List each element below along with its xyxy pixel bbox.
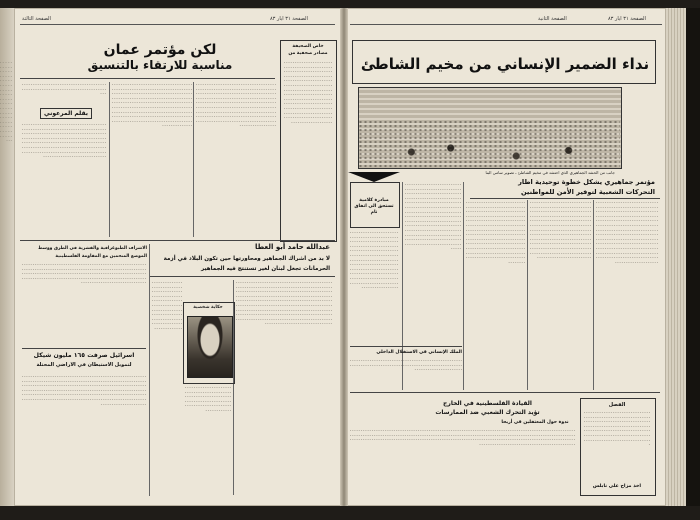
crowd-photo-texture xyxy=(358,120,620,167)
right-col-rule-2 xyxy=(527,200,528,390)
left-story-kicker-1: لا بد من اشراك الجماهير ومحاورتها حين تكون البلاد في أزمة xyxy=(163,256,330,262)
mid-kicker: الملك الإنساني في الاستقلال الداخلي xyxy=(376,350,462,355)
portrait-label: حكاية شخصية xyxy=(193,305,223,310)
left-lower-text-2: ـ ـ ـ ـ ـ ـ ـ ـ ـ ـ ـ ـ ـ ـ ـ ـ ـ ـ ـ ـ ـ ـ ـ ـ ـ ـ ـ ـ ـ ـ ـ ـ ـ ـ ـ ـ ـ ـ ـ ـ ـ ـ ـ ـ ـ ـ ـ ـ ـ ـ ـ ـ ـ ـ ـ ـ ـ ـ ـ ـ ـ ـ ـ ـ ـ ـ ـ ـ ـ ـ ـ ـ ـ ـ ـ ـ ـ ـ ـ ـ ـ ـ ـ ـ ـ ـ ـ ـ ـ ـ ـ ـ ـ ـ ـ ـ ـ ـ ـ ـ ـ ـ ـ ـ ـ ـ ـ ـ ـ ـ ـ ـ ـ ـ ـ ـ ـ ـ ـ ـ ـ ـ ـ ـ ـ ـ ـ ـ ـ ـ ـ ـ ـ ـ ـ ـ ـ ـ ـ ـ ـ ـ ـ ـ ـ ـ ـ ـ ـ ـ ـ ـ ـ xyxy=(152,280,182,330)
left-bottom-rule xyxy=(22,348,146,349)
right-page-folio-number: الصفحة الثانية xyxy=(538,16,567,22)
left-lower-text-3: ـ ـ ـ ـ ـ ـ ـ ـ ـ ـ ـ ـ ـ ـ ـ ـ ـ ـ ـ ـ ـ ـ ـ ـ ـ ـ ـ ـ ـ ـ ـ ـ ـ ـ ـ ـ ـ ـ ـ ـ ـ ـ ـ ـ ـ ـ ـ ـ ـ ـ ـ ـ ـ ـ ـ ـ ـ ـ ـ ـ ـ ـ ـ ـ ـ ـ ـ ـ ـ ـ ـ ـ ـ ـ ـ ـ ـ ـ ـ ـ ـ ـ ـ ـ ـ ـ ـ ـ ـ ـ ـ ـ ـ ـ ـ ـ ـ ـ ـ ـ ـ ـ ـ ـ ـ ـ ـ ـ ـ ـ ـ ـ ـ ـ ـ ـ ـ xyxy=(185,385,231,412)
left-col-kicker-1: الاشراف الطبوغرافية والقشرية في الطرق ووسط xyxy=(37,246,147,251)
left-bottom-kicker-2: لتمويل الاستيطان في الاراضي المحتلة xyxy=(36,362,132,368)
right-story-kicker-2: التحركات الشعبية لتوفير الأمن للمواطنين xyxy=(520,188,655,196)
left-col-text-1: ـ ـ ـ ـ ـ ـ ـ ـ ـ ـ ـ ـ ـ ـ ـ ـ ـ ـ ـ ـ ـ ـ ـ ـ ـ ـ ـ ـ ـ ـ ـ ـ ـ ـ ـ ـ ـ ـ ـ ـ ـ ـ ـ ـ ـ ـ ـ ـ ـ ـ ـ ـ ـ ـ ـ ـ ـ ـ ـ ـ ـ ـ ـ ـ ـ ـ ـ ـ ـ ـ ـ ـ ـ ـ ـ ـ ـ ـ ـ ـ ـ ـ ـ ـ ـ ـ ـ ـ ـ ـ ـ ـ ـ ـ ـ ـ ـ ـ ـ ـ ـ ـ ـ ـ ـ ـ ـ ـ ـ ـ ـ ـ ـ ـ ـ ـ ـ ـ ـ ـ ـ ـ ـ ـ ـ ـ ـ ـ ـ ـ ـ ـ ـ ـ ـ ـ ـ ـ ـ ـ ـ ـ ـ ـ ـ ـ ـ ـ ـ ـ ـ ـ ـ ـ ـ ـ ـ ـ ـ ـ ـ ـ ـ ـ ـ ـ ـ ـ ـ ـ ـ ـ ـ ـ ـ ـ ـ ـ ـ ـ ـ ـ ـ ـ ـ ـ ـ ـ ـ ـ ـ ـ ـ ـ ـ ـ ـ ـ ـ ـ ـ ـ ـ ـ ـ ـ ـ ـ ـ ـ ـ ـ ـ ـ ـ ـ ـ ـ ـ ـ ـ ـ ـ ـ ـ ـ ـ ـ ـ ـ ـ ـ ـ ـ ـ ـ ـ ـ ـ ـ ـ ـ ـ ـ ـ ـ ـ ـ ـ ـ ـ ـ ـ ـ ـ ـ ـ ـ ـ ـ ـ ـ ـ ـ ـ ـ ـ ـ ـ ـ ـ ـ ـ ـ ـ ـ ـ ـ ـ ـ ـ ـ ـ ـ ـ ـ ـ ـ ـ ـ ـ ـ ـ ـ ـ ـ ـ ـ ـ ـ ـ ـ ـ ـ ـ ـ ـ ـ ـ ـ ـ ـ ـ ـ ـ ـ ـ ـ ـ ـ ـ ـ ـ ـ ـ ـ ـ ـ ـ ـ ـ ـ ـ ـ ـ ـ ـ ـ ـ ـ ـ xyxy=(196,82,276,128)
scan-dark-edge xyxy=(686,8,700,506)
right-sidebar-tag: الفصل xyxy=(608,402,626,408)
left-headline-line2: مناسبة للارتقاء بالتنسيق xyxy=(87,58,233,72)
left-col-rule-2 xyxy=(109,82,110,237)
left-bottom-kicker-1: اسرائيل صرفت ١٦٥ مليون شيكل xyxy=(33,352,135,359)
adjacent-page-strip: ـ ـ ـ ـ ـ ـ ـ ـ ـ ـ ـ ـ ـ ـ ـ ـ ـ ـ ـ ـ ـ ـ ـ ـ ـ ـ ـ ـ ـ ـ ـ ـ ـ ـ ـ ـ ـ ـ ـ ـ ـ ـ ـ ـ ـ ـ ـ ـ ـ ـ ـ ـ ـ ـ ـ ـ ـ ـ ـ ـ ـ ـ ـ ـ ـ ـ ـ ـ ـ ـ ـ ـ ـ ـ ـ ـ ـ ـ ـ ـ ـ ـ ـ ـ ـ ـ ـ ـ xyxy=(0,60,12,143)
arrow-callout-text: مبادرة كلامية تستحق الى اتفاق تام xyxy=(354,198,394,215)
left-byline: بقلم المرعوني xyxy=(40,108,92,119)
left-sidebar-text: ـ ـ ـ ـ ـ ـ ـ ـ ـ ـ ـ ـ ـ ـ ـ ـ ـ ـ ـ ـ ـ ـ ـ ـ ـ ـ ـ ـ ـ ـ ـ ـ ـ ـ ـ ـ ـ ـ ـ ـ ـ ـ ـ ـ ـ ـ ـ ـ ـ ـ ـ ـ ـ ـ ـ ـ ـ ـ ـ ـ ـ ـ ـ ـ ـ ـ ـ ـ ـ ـ ـ ـ ـ ـ ـ ـ ـ ـ ـ ـ ـ ـ ـ ـ ـ ـ ـ ـ ـ ـ ـ ـ ـ ـ ـ ـ ـ ـ ـ ـ ـ ـ ـ ـ ـ ـ ـ ـ ـ ـ ـ ـ ـ ـ ـ ـ ـ ـ ـ ـ ـ ـ ـ ـ ـ ـ ـ ـ ـ ـ ـ ـ ـ ـ ـ ـ ـ ـ ـ ـ ـ ـ ـ ـ ـ ـ ـ ـ ـ ـ ـ ـ ـ ـ ـ ـ ـ ـ ـ ـ ـ ـ ـ ـ ـ ـ ـ ـ ـ ـ ـ ـ ـ ـ ـ ـ ـ ـ ـ ـ ـ ـ ـ ـ ـ ـ ـ ـ ـ ـ ـ ـ ـ ـ ـ ـ ـ ـ ـ ـ ـ ـ ـ ـ ـ ـ ـ ـ ـ ـ ـ ـ ـ ـ ـ ـ ـ ـ ـ ـ ـ ـ ـ ـ ـ ـ ـ ـ ـ ـ ـ ـ ـ ـ ـ ـ ـ ـ ـ ـ ـ ـ ـ ـ ـ ـ ـ ـ ـ ـ ـ ـ ـ ـ ـ ـ ـ ـ ـ ـ ـ ـ ـ ـ ـ ـ ـ ـ ـ ـ ـ ـ ـ ـ ـ ـ ـ ـ ـ ـ ـ ـ ـ ـ ـ ـ ـ ـ ـ ـ ـ ـ ـ ـ ـ ـ ـ ـ ـ ـ ـ ـ ـ ـ ـ xyxy=(284,60,332,124)
right-lower-rule xyxy=(350,392,660,393)
left-col-kicker-2: الموضع المتحمين مع المقاومة الفلسطينية xyxy=(55,254,147,259)
left-col-rule-1 xyxy=(193,82,194,237)
page-stack-edge xyxy=(666,8,686,506)
left-folio-rule xyxy=(20,24,335,25)
left-page-folio-date: الصفحة ٣١ ايار ٨٣ xyxy=(270,16,308,22)
left-story-rule xyxy=(150,276,335,277)
left-col-text-2: ـ ـ ـ ـ ـ ـ ـ ـ ـ ـ ـ ـ ـ ـ ـ ـ ـ ـ ـ ـ ـ ـ ـ ـ ـ ـ ـ ـ ـ ـ ـ ـ ـ ـ ـ ـ ـ ـ ـ ـ ـ ـ ـ ـ ـ ـ ـ ـ ـ ـ ـ ـ ـ ـ ـ ـ ـ ـ ـ ـ ـ ـ ـ ـ ـ ـ ـ ـ ـ ـ ـ ـ ـ ـ ـ ـ ـ ـ ـ ـ ـ ـ ـ ـ ـ ـ ـ ـ ـ ـ ـ ـ ـ ـ ـ ـ ـ ـ ـ ـ ـ ـ ـ ـ ـ ـ ـ ـ ـ ـ ـ ـ ـ ـ ـ ـ ـ ـ ـ ـ ـ ـ ـ ـ ـ ـ ـ ـ ـ ـ ـ ـ ـ ـ ـ ـ ـ ـ ـ ـ ـ ـ ـ ـ ـ ـ ـ ـ ـ ـ ـ ـ ـ ـ ـ ـ ـ ـ ـ ـ ـ ـ ـ ـ ـ ـ ـ ـ ـ ـ ـ ـ ـ ـ ـ ـ ـ ـ ـ ـ ـ ـ ـ ـ ـ ـ ـ ـ ـ ـ ـ ـ ـ ـ ـ ـ ـ ـ ـ ـ ـ ـ ـ ـ ـ ـ ـ ـ ـ ـ ـ ـ ـ ـ ـ ـ ـ ـ ـ ـ ـ ـ ـ ـ ـ ـ ـ ـ ـ ـ ـ ـ ـ ـ ـ ـ ـ ـ ـ ـ ـ ـ ـ ـ ـ ـ ـ ـ ـ ـ ـ ـ ـ ـ ـ ـ ـ ـ ـ ـ ـ ـ ـ ـ ـ ـ ـ ـ ـ ـ ـ ـ ـ ـ ـ ـ ـ ـ ـ ـ ـ ـ ـ ـ ـ ـ ـ ـ ـ ـ ـ ـ ـ ـ ـ ـ ـ ـ ـ ـ ـ ـ ـ ـ ـ ـ ـ ـ ـ ـ ـ ـ ـ ـ ـ ـ ـ ـ ـ ـ ـ ـ ـ ـ ـ ـ ـ ـ ـ ـ ـ ـ ـ ـ ـ ـ ـ ـ xyxy=(112,82,192,128)
left-sidebar-heading-1: خاص الصحيفة xyxy=(292,44,324,49)
left-headline-line1: لكن مؤتمر عمان xyxy=(103,42,217,58)
right-col-text-6: ـ ـ ـ ـ ـ ـ ـ ـ ـ ـ ـ ـ ـ ـ ـ ـ ـ ـ ـ ـ ـ ـ ـ ـ ـ ـ ـ ـ ـ ـ ـ ـ ـ ـ ـ ـ ـ ـ ـ ـ ـ ـ ـ ـ ـ ـ ـ ـ ـ ـ ـ ـ ـ ـ ـ ـ ـ ـ ـ ـ ـ ـ ـ ـ ـ ـ ـ ـ ـ ـ ـ ـ ـ ـ ـ ـ ـ ـ ـ ـ ـ ـ ـ ـ ـ ـ ـ ـ ـ ـ ـ ـ ـ ـ ـ ـ ـ ـ ـ ـ ـ ـ ـ ـ ـ ـ ـ ـ ـ ـ ـ ـ ـ ـ ـ ـ ـ ـ ـ ـ ـ ـ ـ ـ xyxy=(350,358,462,372)
left-col-text-5: ـ ـ ـ ـ ـ ـ ـ ـ ـ ـ ـ ـ ـ ـ ـ ـ ـ ـ ـ ـ ـ ـ ـ ـ ـ ـ ـ ـ ـ ـ ـ ـ ـ ـ ـ ـ ـ ـ ـ ـ ـ ـ ـ ـ ـ ـ ـ ـ ـ ـ ـ ـ ـ ـ ـ ـ ـ ـ ـ ـ ـ ـ ـ ـ ـ ـ ـ ـ ـ ـ ـ ـ ـ ـ ـ ـ ـ ـ ـ ـ ـ ـ ـ ـ ـ ـ ـ ـ ـ ـ ـ ـ ـ ـ ـ ـ ـ ـ ـ ـ ـ ـ ـ ـ ـ ـ ـ ـ ـ ـ ـ ـ ـ ـ ـ ـ ـ ـ ـ ـ ـ ـ ـ ـ ـ ـ ـ ـ ـ ـ ـ ـ ـ ـ ـ ـ ـ ـ ـ ـ ـ ـ ـ ـ ـ ـ ـ ـ ـ ـ ـ ـ ـ ـ ـ ـ ـ ـ ـ ـ ـ ـ ـ ـ ـ ـ ـ ـ ـ ـ ـ ـ ـ ـ ـ ـ ـ ـ ـ ـ ـ ـ ـ ـ ـ ـ ـ ـ ـ ـ ـ ـ ـ ـ ـ ـ ـ ـ ـ ـ ـ ـ ـ ـ ـ ـ ـ ـ ـ ـ ـ ـ ـ ـ ـ ـ ـ ـ ـ ـ ـ ـ ـ ـ ـ ـ ـ ـ ـ ـ ـ ـ ـ ـ ـ ـ ـ ـ ـ ـ ـ ـ ـ ـ ـ ـ ـ ـ ـ ـ ـ ـ ـ ـ ـ ـ ـ ـ ـ ـ ـ ـ ـ ـ ـ ـ ـ ـ ـ ـ ـ ـ ـ ـ ـ ـ ـ ـ ـ ـ ـ ـ ـ ـ ـ ـ ـ ـ ـ ـ ـ ـ ـ ـ ـ ـ ـ ـ ـ ـ ـ ـ ـ ـ ـ ـ ـ ـ ـ ـ ـ ـ ـ ـ ـ ـ ـ ـ ـ ـ ـ ـ ـ ـ ـ ـ ـ ـ ـ ـ ـ ـ ـ ـ ـ ـ ـ ـ ـ ـ ـ ـ ـ ـ ـ ـ ـ ـ ـ ـ ـ ـ ـ ـ ـ ـ ـ ـ ـ ـ ـ ـ ـ xyxy=(22,374,146,406)
right-col-text-5: ـ ـ ـ ـ ـ ـ ـ ـ ـ ـ ـ ـ ـ ـ ـ ـ ـ ـ ـ ـ ـ ـ ـ ـ ـ ـ ـ ـ ـ ـ ـ ـ ـ ـ ـ ـ ـ ـ ـ ـ ـ ـ ـ ـ ـ ـ ـ ـ ـ ـ ـ ـ ـ ـ ـ ـ ـ ـ ـ ـ ـ ـ ـ ـ ـ ـ ـ ـ ـ ـ ـ ـ ـ ـ ـ ـ ـ ـ ـ ـ ـ ـ ـ ـ ـ ـ ـ ـ ـ ـ ـ ـ ـ ـ ـ ـ ـ ـ ـ ـ ـ ـ ـ ـ ـ ـ ـ ـ ـ ـ ـ ـ ـ ـ ـ ـ ـ ـ ـ ـ ـ ـ ـ ـ ـ ـ ـ ـ ـ ـ ـ ـ ـ ـ ـ ـ ـ ـ ـ ـ ـ ـ ـ ـ ـ ـ ـ ـ ـ ـ ـ ـ ـ ـ ـ ـ ـ ـ ـ ـ ـ ـ ـ ـ ـ ـ ـ ـ ـ ـ ـ ـ ـ ـ ـ ـ ـ ـ ـ ـ ـ ـ ـ ـ ـ ـ ـ ـ ـ ـ ـ ـ ـ ـ ـ ـ ـ ـ ـ ـ ـ ـ ـ ـ ـ ـ ـ ـ ـ ـ ـ ـ ـ ـ ـ ـ ـ ـ ـ ـ ـ ـ ـ ـ ـ ـ ـ ـ ـ ـ ـ ـ ـ ـ ـ ـ ـ ـ ـ ـ ـ ـ ـ ـ ـ ـ ـ ـ ـ ـ ـ ـ ـ ـ ـ ـ ـ ـ ـ ـ ـ ـ ـ ـ ـ ـ ـ ـ ـ ـ ـ ـ ـ ـ ـ ـ ـ ـ ـ ـ ـ xyxy=(350,230,398,290)
right-bottom-sub: ندوة حول المعتقلين في أريحا xyxy=(501,420,569,425)
left-headline-rule xyxy=(20,78,275,79)
right-col-rule-3 xyxy=(463,182,464,390)
right-bottom-kicker-1: القيادة الفلسطينية في الخارج xyxy=(443,400,532,407)
left-mid-rule xyxy=(20,240,335,241)
left-lower-rule-a xyxy=(149,244,150,496)
photo-caption: جانب من الحشد الجماهيري الذي احتشد في مخيم الشاطئ ـ تصوير سامي البنا xyxy=(485,170,615,175)
right-col-rule-1 xyxy=(593,200,594,390)
left-col-text-3b: ـ ـ ـ ـ ـ ـ ـ ـ ـ ـ ـ ـ ـ ـ ـ ـ ـ ـ ـ ـ ـ ـ ـ ـ ـ ـ ـ ـ ـ ـ ـ ـ ـ ـ ـ ـ ـ ـ ـ ـ ـ ـ ـ ـ ـ ـ ـ ـ ـ ـ ـ ـ ـ ـ ـ ـ ـ ـ ـ ـ ـ ـ ـ ـ ـ ـ ـ ـ ـ ـ ـ ـ ـ ـ ـ ـ ـ ـ ـ ـ ـ ـ ـ ـ ـ ـ ـ ـ ـ ـ ـ ـ ـ ـ ـ ـ ـ ـ ـ ـ ـ ـ ـ ـ ـ ـ ـ ـ ـ ـ ـ ـ ـ ـ ـ ـ ـ ـ ـ ـ ـ ـ ـ ـ ـ ـ ـ ـ ـ ـ ـ ـ ـ ـ ـ ـ ـ ـ ـ ـ ـ ـ ـ ـ ـ ـ ـ ـ ـ ـ ـ ـ ـ ـ ـ ـ ـ ـ ـ ـ ـ ـ ـ ـ ـ ـ ـ ـ ـ ـ ـ ـ ـ ـ ـ ـ ـ ـ ـ ـ ـ ـ ـ ـ ـ ـ ـ ـ ـ ـ ـ ـ ـ ـ ـ ـ ـ ـ ـ ـ ـ ـ ـ ـ ـ ـ ـ ـ ـ ـ ـ ـ ـ ـ ـ ـ ـ ـ ـ ـ ـ ـ ـ ـ ـ ـ ـ ـ ـ ـ ـ ـ ـ ـ ـ ـ ـ ـ ـ ـ ـ ـ ـ ـ ـ ـ ـ ـ ـ ـ ـ ـ ـ ـ ـ ـ ـ ـ ـ ـ ـ ـ ـ ـ ـ ـ ـ ـ ـ ـ ـ ـ ـ ـ ـ ـ ـ ـ ـ ـ ـ ـ ـ ـ ـ ـ ـ ـ ـ ـ ـ ـ ـ ـ ـ xyxy=(22,122,106,159)
right-bottom-text: ـ ـ ـ ـ ـ ـ ـ ـ ـ ـ ـ ـ ـ ـ ـ ـ ـ ـ ـ ـ ـ ـ ـ ـ ـ ـ ـ ـ ـ ـ ـ ـ ـ ـ ـ ـ ـ ـ ـ ـ ـ ـ ـ ـ ـ ـ ـ ـ ـ ـ ـ ـ ـ ـ ـ ـ ـ ـ ـ ـ ـ ـ ـ ـ ـ ـ ـ ـ ـ ـ ـ ـ ـ ـ ـ ـ ـ ـ ـ ـ ـ ـ ـ ـ ـ ـ ـ ـ ـ ـ ـ ـ ـ ـ ـ ـ ـ ـ ـ ـ ـ ـ ـ ـ ـ ـ ـ ـ ـ ـ ـ ـ ـ ـ ـ ـ ـ ـ ـ ـ ـ ـ ـ ـ ـ ـ ـ ـ ـ ـ ـ ـ ـ ـ ـ ـ ـ ـ ـ ـ ـ ـ ـ ـ ـ ـ ـ ـ ـ ـ ـ ـ ـ ـ ـ ـ ـ ـ ـ ـ ـ ـ ـ ـ ـ ـ ـ ـ ـ ـ ـ ـ ـ ـ ـ ـ ـ ـ ـ ـ ـ ـ ـ ـ ـ ـ ـ ـ ـ ـ ـ ـ ـ ـ ـ ـ ـ ـ ـ ـ ـ ـ ـ ـ ـ ـ ـ ـ ـ ـ ـ ـ ـ ـ ـ ـ ـ ـ ـ ـ ـ ـ ـ ـ ـ ـ ـ ـ ـ ـ ـ ـ ـ ـ ـ ـ ـ ـ ـ ـ ـ ـ ـ ـ ـ ـ ـ ـ ـ ـ ـ ـ ـ ـ ـ ـ ـ ـ ـ ـ ـ ـ ـ ـ ـ ـ ـ ـ ـ ـ ـ ـ ـ ـ ـ ـ ـ ـ ـ ـ ـ ـ ـ ـ ـ ـ ـ ـ ـ ـ ـ ـ ـ ـ ـ ـ ـ ـ ـ ـ ـ ـ ـ ـ ـ ـ ـ ـ ـ ـ ـ ـ ـ ـ ـ ـ ـ ـ ـ ـ ـ ـ ـ ـ ـ ـ ـ ـ ـ ـ ـ ـ ـ ـ ـ ـ ـ ـ ـ ـ ـ ـ ـ ـ ـ ـ ـ ـ ـ ـ ـ ـ ـ xyxy=(350,428,575,446)
left-lower-text-1: ـ ـ ـ ـ ـ ـ ـ ـ ـ ـ ـ ـ ـ ـ ـ ـ ـ ـ ـ ـ ـ ـ ـ ـ ـ ـ ـ ـ ـ ـ ـ ـ ـ ـ ـ ـ ـ ـ ـ ـ ـ ـ ـ ـ ـ ـ ـ ـ ـ ـ ـ ـ ـ ـ ـ ـ ـ ـ ـ ـ ـ ـ ـ ـ ـ ـ ـ ـ ـ ـ ـ ـ ـ ـ ـ ـ ـ ـ ـ ـ ـ ـ ـ ـ ـ ـ ـ ـ ـ ـ ـ ـ ـ ـ ـ ـ ـ ـ ـ ـ ـ ـ ـ ـ ـ ـ ـ ـ ـ ـ ـ ـ ـ ـ ـ ـ ـ ـ ـ ـ ـ ـ ـ ـ ـ ـ ـ ـ ـ ـ ـ ـ ـ ـ ـ ـ ـ ـ ـ ـ ـ ـ ـ ـ ـ ـ ـ ـ ـ ـ ـ ـ ـ ـ ـ ـ ـ ـ ـ ـ ـ ـ ـ ـ ـ ـ ـ ـ ـ ـ ـ ـ ـ ـ ـ ـ ـ ـ ـ ـ ـ ـ ـ ـ ـ ـ ـ ـ ـ ـ ـ ـ ـ ـ ـ ـ ـ ـ ـ ـ ـ ـ ـ ـ ـ ـ ـ ـ ـ ـ ـ ـ ـ ـ ـ ـ ـ ـ ـ ـ ـ ـ ـ ـ ـ ـ ـ ـ ـ ـ ـ ـ ـ ـ ـ ـ ـ ـ ـ ـ ـ ـ ـ ـ ـ ـ ـ ـ ـ ـ ـ ـ ـ ـ ـ ـ ـ ـ ـ ـ ـ ـ ـ ـ ـ ـ ـ ـ ـ ـ ـ ـ ـ ـ ـ ـ ـ ـ ـ ـ ـ ـ ـ ـ ـ ـ ـ ـ ـ ـ ـ ـ ـ ـ ـ ـ ـ ـ ـ ـ ـ ـ ـ ـ ـ ـ ـ ـ ـ ـ ـ ـ ـ ـ ـ ـ ـ ـ ـ ـ ـ ـ ـ ـ ـ ـ ـ ـ ـ ـ ـ ـ ـ ـ ـ ـ ـ ـ ـ ـ ـ ـ ـ ـ ـ ـ ـ ـ ـ ـ ـ ـ ـ ـ ـ ـ ـ ـ ـ ـ ـ ـ ـ ـ ـ ـ ـ ـ ـ ـ ـ ـ ـ ـ ـ ـ ـ ـ ـ ـ ـ ـ ـ ـ ـ ـ ـ ـ ـ ـ ـ ـ ـ ـ ـ ـ ـ ـ ـ ـ ـ ـ ـ ـ ـ ـ ـ ـ ـ ـ ـ ـ ـ ـ ـ ـ ـ ـ ـ ـ ـ ـ ـ ـ ـ ـ ـ xyxy=(236,280,332,326)
arrow-callout-shape xyxy=(348,172,400,182)
mid-kicker-rule xyxy=(350,346,462,347)
right-story-kicker-1: مؤتمر جماهيري يشكل خطوة توحيدية اطار xyxy=(518,178,655,186)
left-author: عبدالله حامد أبو العطا xyxy=(254,243,330,251)
right-col-text-4: ـ ـ ـ ـ ـ ـ ـ ـ ـ ـ ـ ـ ـ ـ ـ ـ ـ ـ ـ ـ ـ ـ ـ ـ ـ ـ ـ ـ ـ ـ ـ ـ ـ ـ ـ ـ ـ ـ ـ ـ ـ ـ ـ ـ ـ ـ ـ ـ ـ ـ ـ ـ ـ ـ ـ ـ ـ ـ ـ ـ ـ ـ ـ ـ ـ ـ ـ ـ ـ ـ ـ ـ ـ ـ ـ ـ ـ ـ ـ ـ ـ ـ ـ ـ ـ ـ ـ ـ ـ ـ ـ ـ ـ ـ ـ ـ ـ ـ ـ ـ ـ ـ ـ ـ ـ ـ ـ ـ ـ ـ ـ ـ ـ ـ ـ ـ ـ ـ ـ ـ ـ ـ ـ ـ ـ ـ ـ ـ ـ ـ ـ ـ ـ ـ ـ ـ ـ ـ ـ ـ ـ ـ ـ ـ ـ ـ ـ ـ ـ ـ ـ ـ ـ ـ ـ ـ ـ ـ ـ ـ ـ ـ ـ ـ ـ ـ ـ ـ ـ ـ ـ ـ ـ ـ ـ ـ ـ ـ ـ ـ ـ ـ ـ ـ ـ ـ ـ ـ ـ ـ ـ ـ ـ ـ ـ ـ ـ ـ ـ ـ ـ ـ ـ ـ ـ ـ ـ ـ ـ ـ ـ ـ ـ ـ ـ ـ ـ ـ ـ ـ ـ ـ ـ ـ ـ ـ ـ ـ ـ ـ ـ ـ ـ ـ ـ ـ ـ ـ ـ ـ ـ ـ ـ ـ ـ ـ ـ ـ ـ ـ ـ ـ ـ ـ ـ ـ ـ ـ ـ ـ ـ ـ ـ ـ ـ ـ ـ ـ ـ ـ ـ ـ ـ ـ ـ ـ ـ ـ ـ ـ ـ ـ ـ ـ ـ ـ ـ ـ ـ ـ ـ ـ ـ ـ ـ ـ ـ ـ ـ ـ ـ ـ ـ ـ ـ ـ ـ ـ ـ ـ ـ ـ ـ ـ ـ ـ ـ ـ ـ ـ ـ ـ ـ ـ ـ ـ ـ ـ ـ ـ ـ ـ ـ ـ ـ ـ ـ ـ ـ ـ ـ ـ ـ ـ ـ ـ ـ ـ ـ ـ ـ ـ ـ ـ ـ ـ ـ ـ ـ ـ ـ ـ ـ ـ ـ ـ ـ ـ ـ xyxy=(405,182,461,251)
right-col-text-1: ـ ـ ـ ـ ـ ـ ـ ـ ـ ـ ـ ـ ـ ـ ـ ـ ـ ـ ـ ـ ـ ـ ـ ـ ـ ـ ـ ـ ـ ـ ـ ـ ـ ـ ـ ـ ـ ـ ـ ـ ـ ـ ـ ـ ـ ـ ـ ـ ـ ـ ـ ـ ـ ـ ـ ـ ـ ـ ـ ـ ـ ـ ـ ـ ـ ـ ـ ـ ـ ـ ـ ـ ـ ـ ـ ـ ـ ـ ـ ـ ـ ـ ـ ـ ـ ـ ـ ـ ـ ـ ـ ـ ـ ـ ـ ـ ـ ـ ـ ـ ـ ـ ـ ـ ـ ـ ـ ـ ـ ـ ـ ـ ـ ـ ـ ـ ـ ـ ـ ـ ـ ـ ـ ـ ـ ـ ـ ـ ـ ـ ـ ـ ـ ـ ـ ـ ـ ـ ـ ـ ـ ـ ـ ـ ـ ـ ـ ـ ـ ـ ـ ـ ـ ـ ـ ـ ـ ـ ـ ـ ـ ـ ـ ـ ـ ـ ـ ـ ـ ـ ـ ـ ـ ـ ـ ـ ـ ـ ـ ـ ـ ـ ـ ـ ـ ـ ـ ـ ـ ـ ـ ـ ـ ـ ـ ـ ـ ـ ـ ـ ـ ـ ـ ـ ـ ـ ـ ـ ـ ـ ـ ـ ـ ـ ـ ـ ـ ـ ـ ـ ـ ـ ـ ـ ـ ـ ـ ـ ـ ـ ـ ـ ـ ـ ـ ـ ـ ـ ـ ـ ـ ـ ـ ـ ـ ـ ـ ـ ـ ـ ـ ـ ـ ـ ـ ـ ـ ـ ـ ـ ـ ـ ـ ـ ـ ـ ـ ـ ـ ـ ـ ـ ـ ـ ـ ـ ـ ـ ـ ـ ـ ـ ـ ـ ـ ـ ـ ـ ـ ـ ـ ـ ـ ـ ـ ـ ـ ـ ـ ـ ـ ـ ـ ـ ـ ـ ـ ـ ـ ـ ـ ـ ـ ـ ـ ـ ـ ـ ـ ـ ـ ـ ـ ـ ـ ـ ـ ـ ـ ـ ـ ـ ـ ـ ـ ـ ـ ـ ـ ـ ـ ـ ـ ـ ـ ـ ـ ـ ـ ـ ـ ـ ـ ـ ـ ـ ـ ـ ـ ـ ـ ـ ـ ـ ـ ـ ـ ـ ـ ـ ـ ـ ـ ـ ـ ـ ـ ـ ـ ـ ـ ـ ـ ـ xyxy=(596,200,658,264)
left-sidebar-heading-2: مصادر صحفية من xyxy=(288,51,328,56)
left-story-kicker-2: الحرمانات تجعل لبنان لغير تستنتج فيه الجماهير xyxy=(201,266,330,272)
right-headline: نداء الضمير الإنساني من مخيم الشاطئ xyxy=(360,55,650,73)
right-sidebar-bottom: اخذ مزاح علي نابلس xyxy=(592,484,642,489)
left-col-text-3a: ـ ـ ـ ـ ـ ـ ـ ـ ـ ـ ـ ـ ـ ـ ـ ـ ـ ـ ـ ـ ـ ـ ـ ـ ـ ـ ـ ـ ـ ـ ـ ـ ـ ـ ـ ـ ـ ـ ـ ـ ـ ـ ـ ـ ـ ـ ـ ـ ـ ـ ـ ـ ـ ـ ـ ـ ـ ـ ـ ـ ـ ـ ـ ـ ـ ـ ـ ـ ـ ـ ـ ـ ـ ـ ـ ـ ـ ـ ـ xyxy=(22,82,106,96)
right-folio-rule xyxy=(350,24,662,25)
right-page-folio-date: الصفحة ٣١ ايار ٨٣ xyxy=(608,16,646,22)
author-portrait-photo xyxy=(187,316,233,378)
right-col-text-3: ـ ـ ـ ـ ـ ـ ـ ـ ـ ـ ـ ـ ـ ـ ـ ـ ـ ـ ـ ـ ـ ـ ـ ـ ـ ـ ـ ـ ـ ـ ـ ـ ـ ـ ـ ـ ـ ـ ـ ـ ـ ـ ـ ـ ـ ـ ـ ـ ـ ـ ـ ـ ـ ـ ـ ـ ـ ـ ـ ـ ـ ـ ـ ـ ـ ـ ـ ـ ـ ـ ـ ـ ـ ـ ـ ـ ـ ـ ـ ـ ـ ـ ـ ـ ـ ـ ـ ـ ـ ـ ـ ـ ـ ـ ـ ـ ـ ـ ـ ـ ـ ـ ـ ـ ـ ـ ـ ـ ـ ـ ـ ـ ـ ـ ـ ـ ـ ـ ـ ـ ـ ـ ـ ـ ـ ـ ـ ـ ـ ـ ـ ـ ـ ـ ـ ـ ـ ـ ـ ـ ـ ـ ـ ـ ـ ـ ـ ـ ـ ـ ـ ـ ـ ـ ـ ـ ـ ـ ـ ـ ـ ـ ـ ـ ـ ـ ـ ـ ـ ـ ـ ـ ـ ـ ـ ـ ـ ـ ـ ـ ـ ـ ـ ـ ـ ـ ـ ـ ـ ـ ـ ـ ـ ـ ـ ـ ـ ـ ـ ـ ـ ـ ـ ـ ـ ـ ـ ـ ـ ـ ـ ـ ـ ـ ـ ـ ـ ـ ـ ـ ـ ـ ـ ـ ـ ـ ـ ـ ـ ـ ـ ـ ـ ـ ـ ـ ـ ـ ـ ـ ـ ـ ـ ـ ـ ـ ـ ـ ـ ـ ـ ـ ـ ـ ـ ـ ـ ـ ـ ـ ـ ـ ـ ـ ـ ـ ـ ـ ـ ـ ـ ـ ـ ـ ـ ـ ـ ـ ـ ـ ـ ـ ـ ـ ـ ـ ـ ـ ـ ـ ـ ـ ـ ـ ـ ـ ـ ـ ـ ـ ـ ـ ـ ـ ـ ـ ـ ـ ـ ـ ـ ـ ـ ـ ـ ـ ـ ـ ـ ـ ـ ـ ـ ـ ـ ـ ـ ـ ـ ـ ـ ـ ـ ـ ـ ـ ـ ـ ـ ـ ـ ـ ـ ـ ـ ـ ـ ـ ـ ـ ـ ـ ـ ـ ـ ـ ـ ـ ـ xyxy=(466,200,525,264)
right-bottom-kicker-2: تؤيد التحرك الشعبي ضد الممارسات xyxy=(435,409,540,416)
right-sidebar-text: ـ ـ ـ ـ ـ ـ ـ ـ ـ ـ ـ ـ ـ ـ ـ ـ ـ ـ ـ ـ ـ ـ ـ ـ ـ ـ ـ ـ ـ ـ ـ ـ ـ ـ ـ ـ ـ ـ ـ ـ ـ ـ ـ ـ ـ ـ ـ ـ ـ ـ ـ ـ ـ ـ ـ ـ ـ ـ ـ ـ ـ ـ ـ ـ ـ ـ ـ ـ ـ ـ ـ ـ ـ ـ ـ ـ ـ ـ ـ ـ ـ ـ ـ ـ ـ ـ ـ ـ ـ ـ ـ ـ ـ ـ ـ ـ ـ ـ ـ ـ ـ ـ ـ ـ ـ ـ ـ ـ ـ ـ ـ ـ ـ ـ ـ ـ ـ ـ ـ ـ ـ ـ ـ ـ ـ ـ ـ ـ ـ ـ ـ ـ ـ ـ ـ ـ ـ ـ ـ ـ ـ ـ ـ ـ ـ ـ ـ ـ ـ ـ ـ ـ ـ ـ ـ ـ ـ ـ ـ ـ ـ ـ ـ ـ ـ ـ ـ ـ ـ ـ ـ ـ ـ ـ ـ ـ ـ ـ ـ ـ ـ ـ ـ ـ ـ ـ ـ ـ ـ ـ ـ ـ ـ ـ ـ ـ ـ ـ ـ ـ ـ ـ ـ ـ ـ ـ ـ ـ ـ ـ ـ xyxy=(584,410,650,447)
book-gutter xyxy=(340,8,348,506)
right-kicker-rule xyxy=(470,198,660,199)
left-page-folio-number: الصفحة الثالثة xyxy=(22,16,51,22)
right-col-text-2: ـ ـ ـ ـ ـ ـ ـ ـ ـ ـ ـ ـ ـ ـ ـ ـ ـ ـ ـ ـ ـ ـ ـ ـ ـ ـ ـ ـ ـ ـ ـ ـ ـ ـ ـ ـ ـ ـ ـ ـ ـ ـ ـ ـ ـ ـ ـ ـ ـ ـ ـ ـ ـ ـ ـ ـ ـ ـ ـ ـ ـ ـ ـ ـ ـ ـ ـ ـ ـ ـ ـ ـ ـ ـ ـ ـ ـ ـ ـ ـ ـ ـ ـ ـ ـ ـ ـ ـ ـ ـ ـ ـ ـ ـ ـ ـ ـ ـ ـ ـ ـ ـ ـ ـ ـ ـ ـ ـ ـ ـ ـ ـ ـ ـ ـ ـ ـ ـ ـ ـ ـ ـ ـ ـ ـ ـ ـ ـ ـ ـ ـ ـ ـ ـ ـ ـ ـ ـ ـ ـ ـ ـ ـ ـ ـ ـ ـ ـ ـ ـ ـ ـ ـ ـ ـ ـ ـ ـ ـ ـ ـ ـ ـ ـ ـ ـ ـ ـ ـ ـ ـ ـ ـ ـ ـ ـ ـ ـ ـ ـ ـ ـ ـ ـ ـ ـ ـ ـ ـ ـ ـ ـ ـ ـ ـ ـ ـ ـ ـ ـ ـ ـ ـ ـ ـ ـ ـ ـ ـ ـ ـ ـ ـ ـ ـ ـ ـ ـ ـ ـ ـ ـ ـ ـ ـ ـ ـ ـ ـ ـ ـ ـ ـ ـ ـ ـ ـ ـ ـ ـ ـ ـ ـ ـ ـ ـ ـ ـ ـ ـ ـ ـ ـ ـ ـ ـ ـ ـ ـ ـ ـ ـ ـ ـ ـ ـ ـ ـ ـ ـ ـ ـ ـ ـ ـ ـ ـ ـ ـ ـ ـ ـ ـ ـ ـ ـ ـ ـ ـ ـ ـ ـ ـ ـ ـ ـ ـ ـ ـ ـ ـ ـ ـ ـ ـ ـ ـ ـ ـ ـ ـ ـ ـ ـ ـ ـ ـ ـ ـ ـ ـ ـ ـ ـ ـ ـ ـ ـ ـ ـ ـ ـ ـ ـ ـ ـ ـ ـ ـ ـ ـ ـ ـ ـ ـ ـ ـ ـ ـ ـ ـ ـ ـ ـ ـ ـ ـ ـ ـ ـ ـ xyxy=(530,200,591,260)
left-col-text-4: ـ ـ ـ ـ ـ ـ ـ ـ ـ ـ ـ ـ ـ ـ ـ ـ ـ ـ ـ ـ ـ ـ ـ ـ ـ ـ ـ ـ ـ ـ ـ ـ ـ ـ ـ ـ ـ ـ ـ ـ ـ ـ ـ ـ ـ ـ ـ ـ ـ ـ ـ ـ ـ ـ ـ ـ ـ ـ ـ ـ ـ ـ ـ ـ ـ ـ ـ ـ ـ ـ ـ ـ ـ ـ ـ ـ ـ ـ ـ ـ ـ ـ ـ ـ ـ ـ ـ ـ ـ ـ ـ ـ ـ ـ ـ ـ ـ ـ ـ ـ ـ ـ ـ ـ ـ ـ ـ ـ ـ ـ ـ ـ ـ ـ ـ ـ ـ ـ ـ ـ ـ ـ ـ ـ ـ ـ ـ ـ ـ ـ ـ ـ ـ ـ ـ ـ ـ ـ ـ ـ ـ ـ ـ ـ ـ ـ ـ ـ ـ ـ ـ ـ ـ ـ ـ ـ ـ ـ ـ ـ ـ ـ ـ ـ ـ ـ ـ ـ ـ ـ ـ ـ ـ ـ ـ ـ ـ ـ ـ ـ ـ ـ ـ ـ ـ ـ ـ ـ ـ ـ ـ ـ ـ ـ ـ ـ ـ ـ ـ ـ ـ ـ ـ ـ ـ ـ ـ ـ ـ ـ ـ ـ ـ ـ ـ ـ ـ ـ ـ ـ ـ ـ ـ ـ ـ ـ ـ ـ ـ ـ ـ ـ ـ ـ ـ ـ ـ ـ ـ ـ ـ ـ ـ ـ ـ ـ ـ ـ ـ ـ ـ ـ ـ ـ ـ ـ ـ ـ xyxy=(22,262,146,285)
